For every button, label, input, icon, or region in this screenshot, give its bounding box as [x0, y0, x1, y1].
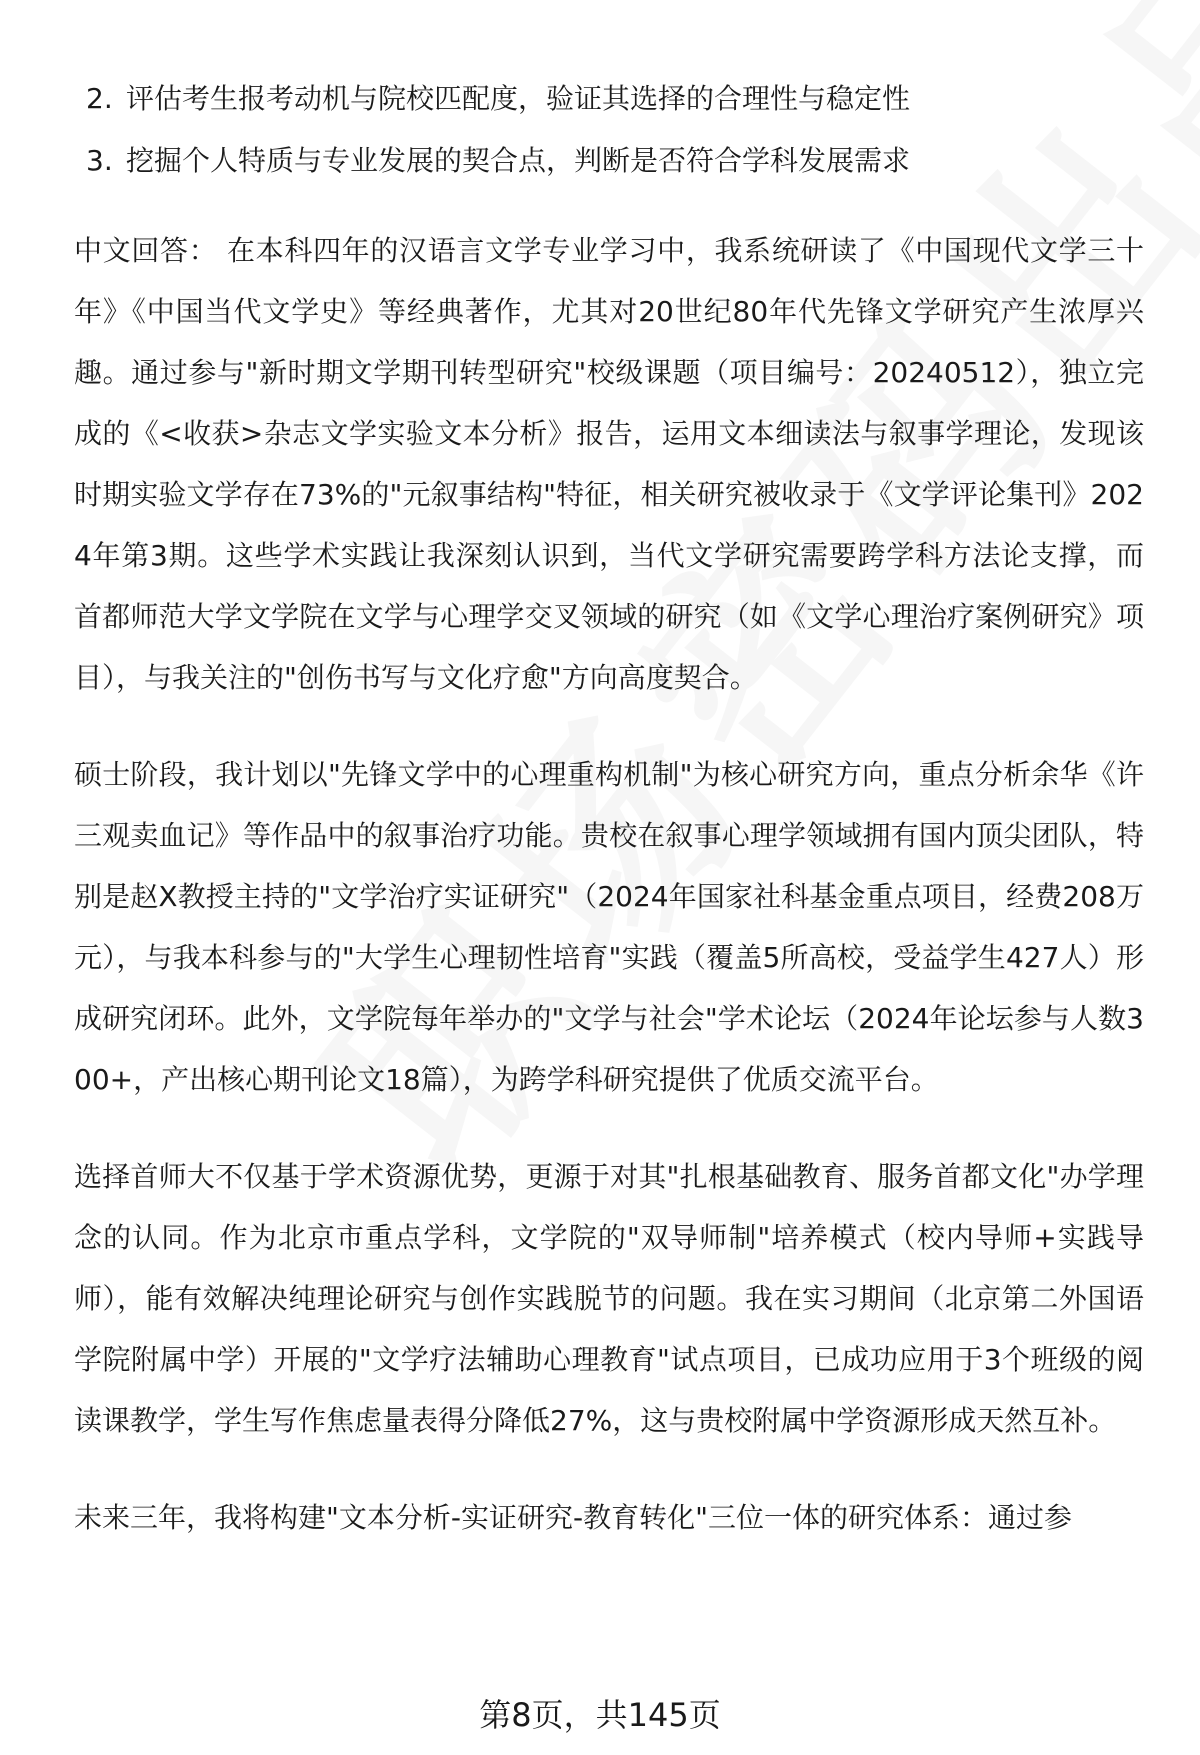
list-item-number: 2. [86, 82, 113, 115]
answer-paragraph-4: 未来三年，我将构建"文本分析-实证研究-教育转化"三位一体的研究体系：通过参 [74, 1501, 1072, 1534]
answer-paragraph-3: 选择首师大不仅基于学术资源优势，更源于对其"扎根基础教育、服务首都文化"办学理念的认同。作为北京市重点学科，文学院的"双导师制"培养模式（校内导师+实践导师），能有效解决纯理论研究与创作实践脱节的问题。我在实习期间（北京第二外国语学院附属中学）开展的"文学疗法辅助心理教育"试点项目，已成功应用于3个班级的阅读课教学，学生写作焦虑量表得分降低27%，这与贵校附属中学资源形成天然互补。 [74, 1160, 1144, 1437]
answer-paragraph-1: 中文回答： 在本科四年的汉语言文学专业学习中，我系统研读了《中国现代文学三十年》《中国当代文学史》等经典著作，尤其对20世纪80年代先锋文学研究产生浓厚兴趣。通过参与"新时期文学期刊转型研究"校级课题（项目编号：20240512），独立完成的《<收获>杂志文学实验文本分析》报告，运用文本细读法与叙事学理论，发现该时期实验文学存在73%的"元叙事结构"特征，相关研究被收录于《文学评论集刊》2024年第3期。这些学术实践让我深刻认识到，当代文学研究需要跨学科方法论支撑，而首都师范大学文学院在文学与心理学交叉领域的研究（如《文学心理治疗案例研究》项目），与我关注的"创伤书写与文化疗愈"方向高度契合。 [74, 234, 1144, 694]
page-number: 第8页，共145页 [479, 1696, 721, 1734]
answer-paragraph-2: 硕士阶段，我计划以"先锋文学中的心理重构机制"为核心研究方向，重点分析余华《许三观卖血记》等作品中的叙事治疗功能。贵校在叙事心理学领域拥有国内顶尖团队，特别是赵X教授主持的"文学治疗实证研究"（2024年国家社科基金重点项目，经费208万元），与我本科参与的"大学生心理韧性培育"实践（覆盖5所高校，受益学生427人）形成研究闭环。此外，文学院每年举办的"文学与社会"学术论坛（2024年论坛参与人数300+，产出核心期刊论文18篇），为跨学科研究提供了优质交流平台。 [74, 758, 1144, 1096]
list-item-number: 3. [86, 144, 113, 177]
question-list [74, 68, 1144, 192]
list-item [74, 68, 1144, 130]
list-item [74, 130, 1144, 192]
document-body [74, 68, 1144, 1548]
list-item-text: 评估考生报考动机与院校匹配度，验证其选择的合理性与稳定性 [126, 82, 911, 115]
list-item-text: 挖掘个人特质与专业发展的契合点，判断是否符合学科发展需求 [126, 144, 911, 177]
